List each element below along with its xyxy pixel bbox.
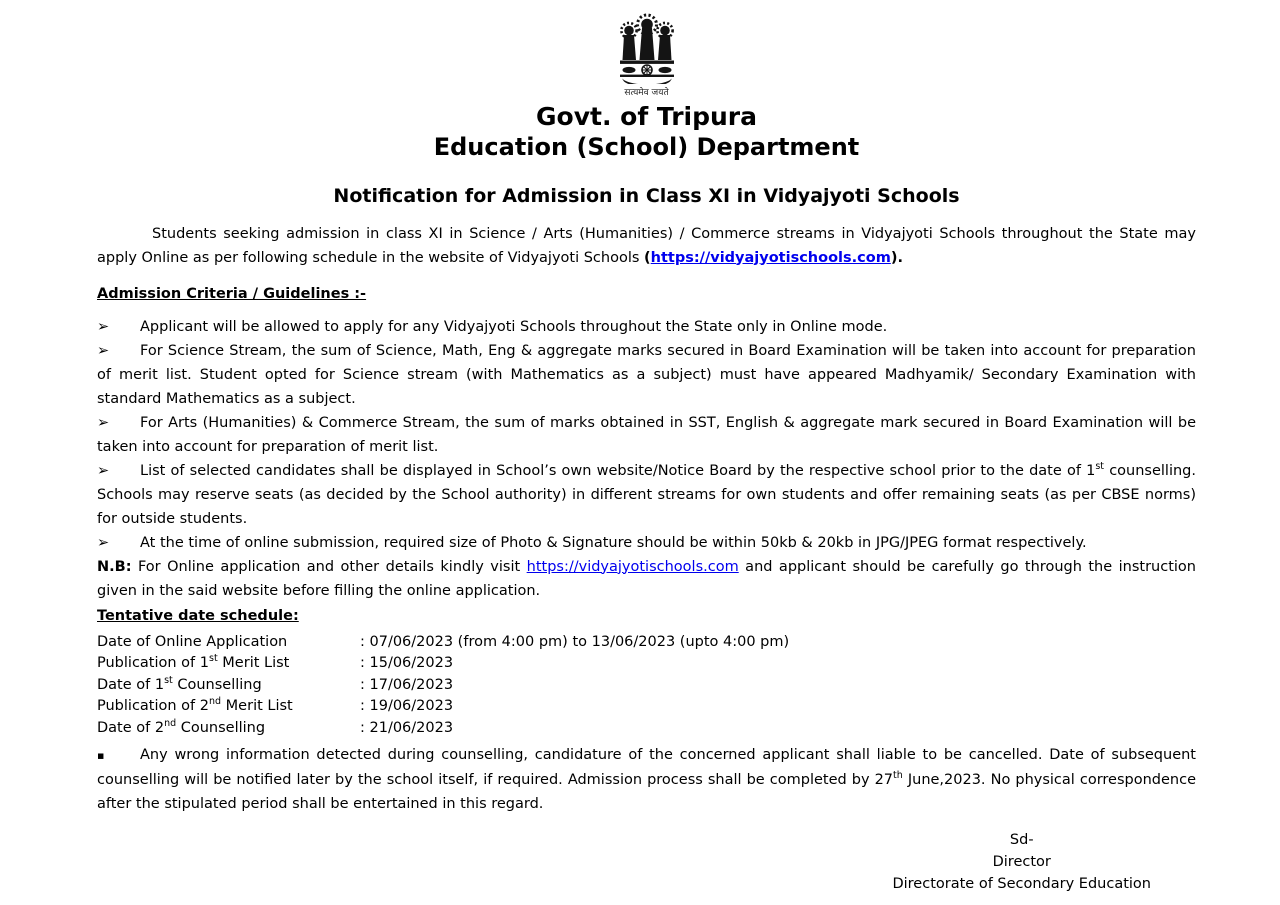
url-link[interactable]: https://vidyajyotischools.com: [526, 558, 739, 575]
schedule-table: [97, 632, 1196, 740]
schedule-value: : 17/06/2023: [360, 676, 454, 693]
signature-org: Directorate of Secondary Education: [892, 876, 1151, 892]
india-emblem-icon: [614, 12, 680, 84]
schedule-value: : 07/06/2023 (from 4:00 pm) to 13/06/2023 (upto 4:00 pm): [360, 633, 790, 650]
url-link[interactable]: https://vidyajyotischools.com: [650, 249, 891, 266]
criteria-list: [97, 315, 1196, 555]
square-bullet-icon: ▪: [97, 749, 105, 762]
bullet-text: List of selected candidates shall be displayed in School’s own website/Notice Board by the respective school prior to the date of 1st counselling. Schools may reserve seats (as decided by the School authority) in different streams for own students and offer remaining seats (as per CBSE norms) for outside students.: [97, 460, 1196, 527]
bullet-text: At the time of online submission, required size of Photo & Signature should be within 50kb & 20kb in JPG/JPEG format respectively.: [140, 534, 1087, 551]
signature-sd: Sd-: [1009, 832, 1034, 848]
schedule-value: : 21/06/2023: [360, 719, 454, 736]
schedule-row: [97, 718, 1196, 740]
arrow-bullet-icon: ➢: [97, 462, 110, 479]
arrow-bullet-icon: ➢: [97, 318, 110, 335]
schedule-heading: Tentative date schedule:: [97, 607, 299, 624]
schedule-value: : 15/06/2023: [360, 655, 454, 671]
arrow-bullet-icon: ➢: [97, 534, 110, 551]
emblem-motto: सत्यमेव जयते: [624, 87, 669, 98]
note-paragraph: [97, 743, 1196, 816]
schedule-row: [97, 675, 1196, 697]
schedule-label: Publication of 2nd Merit List: [97, 696, 293, 714]
bullet-text: For Science Stream, the sum of Science, Math, Eng & aggregate marks secured in Board Examination will be taken into account for preparation of merit list. Student opted for Science stream (with Mathematics as a subject) must have appeared Madhyamik/ Secondary Examination with standard Mathematics as a subject.: [97, 342, 1196, 407]
criteria-bullet: [97, 531, 1196, 555]
schedule-label: Date of Online Application: [97, 633, 288, 650]
bullet-text: Applicant will be allowed to apply for any Vidyajyoti Schools throughout the State only in Online mode.: [140, 318, 888, 335]
intro-paragraph: Students seeking admission in class XI in Science / Arts (Humanities) / Commerce streams in Vidyajyoti Schools throughout the State may apply Online as per following schedule in the website of Vidyajyoti Schools (https://vidyajyotischools.com).: [97, 225, 1196, 266]
notification-title: Notification for Admission in Class XI in Vidyajyoti Schools: [333, 184, 960, 207]
criteria-bullet: [97, 315, 1196, 339]
schedule-row: [97, 696, 1196, 718]
emblem-header: [97, 12, 1196, 99]
schedule-label: Publication of 1st Merit List: [97, 653, 290, 671]
schedule-row: [97, 653, 1196, 675]
dept-title: Education (School) Department: [433, 132, 860, 161]
schedule-value: : 19/06/2023: [360, 698, 454, 714]
criteria-bullet: [97, 411, 1196, 459]
schedule-label: Date of 2nd Counselling: [97, 717, 266, 736]
schedule-row: [97, 632, 1196, 654]
nb-paragraph: N.B: For Online application and other details kindly visit https://vidyajyotischools.com and applicant should be carefully go through the instruction given in the said website before filling the online application.: [97, 558, 1196, 599]
criteria-bullet: [97, 339, 1196, 411]
govt-title: Govt. of Tripura: [536, 101, 757, 131]
bullet-text: For Arts (Humanities) & Commerce Stream, the sum of marks obtained in SST, English & aggregate mark secured in Board Examination will be taken into account for preparation of merit list.: [97, 414, 1196, 455]
signature-role: Director: [992, 854, 1051, 870]
criteria-bullet: [97, 459, 1196, 531]
arrow-bullet-icon: ➢: [97, 342, 110, 359]
arrow-bullet-icon: ➢: [97, 414, 110, 431]
criteria-heading: Admission Criteria / Guidelines :-: [97, 285, 367, 302]
schedule-label: Date of 1st Counselling: [97, 674, 262, 693]
signature-block: [97, 829, 1196, 895]
note-text: Any wrong information detected during counselling, candidature of the concerned applicant shall liable to be cancelled. Date of subsequent counselling will be notified later by the school itself, if required. Admission process shall be completed by 27th June,2023. No physical correspondence after the stipulated period shall be entertained in this regard.: [97, 747, 1196, 812]
